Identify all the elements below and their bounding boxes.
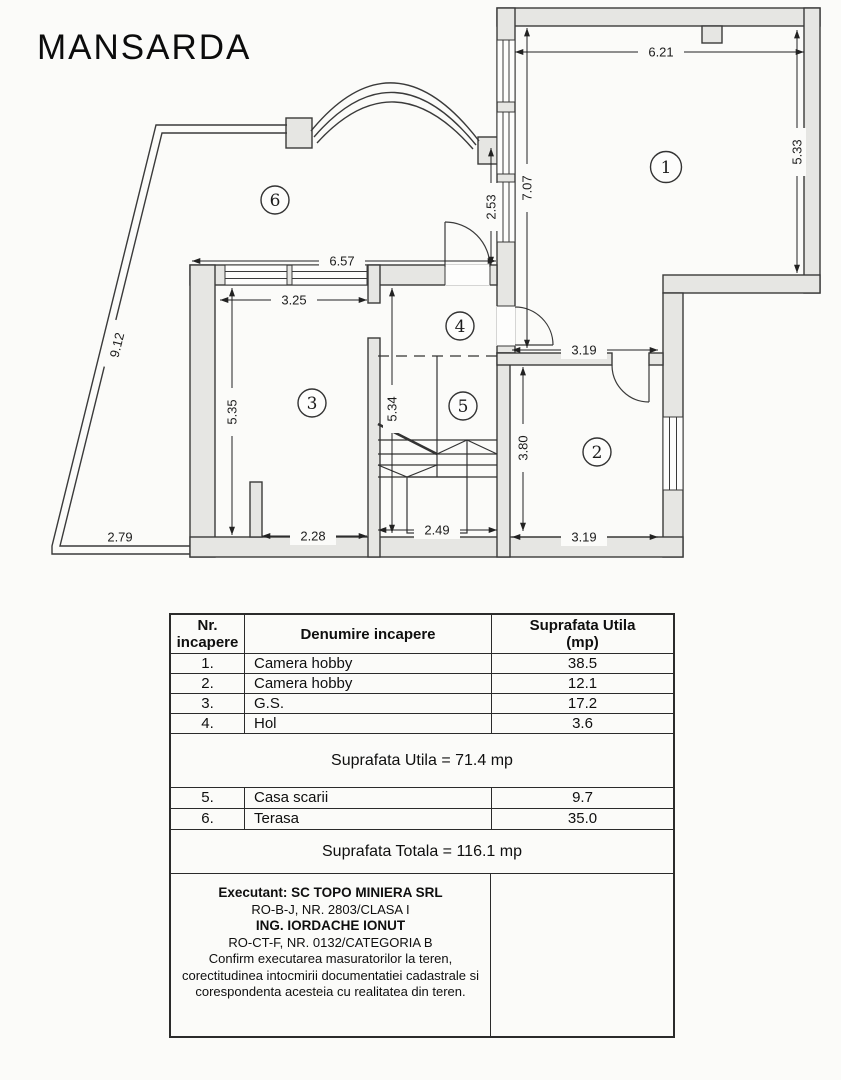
wall-arch-block-right	[478, 137, 497, 164]
room-numbers	[261, 152, 682, 467]
dimension-label: 2.79	[107, 529, 133, 545]
room-number-2	[583, 438, 611, 466]
stamp-area	[491, 874, 673, 1036]
dimension-label: 3.80	[515, 435, 531, 461]
wall-room2-top-right	[649, 353, 663, 365]
svg-text:2: 2	[591, 443, 603, 463]
table-row	[171, 713, 673, 733]
table-header-row	[171, 615, 673, 653]
cell-area: 38.5	[567, 655, 598, 672]
arch-outer	[311, 83, 479, 141]
room-number-3	[298, 389, 326, 417]
header-denumire: Denumire incapere	[245, 615, 492, 653]
svg-text:1: 1	[660, 158, 672, 178]
dimension-label: 7.07	[519, 175, 535, 201]
door-opening	[497, 306, 516, 346]
cell-nr: 5.	[171, 788, 245, 808]
wall-room1-right	[804, 8, 820, 293]
room-number-6	[261, 186, 289, 214]
cell-name: G.S.	[245, 694, 492, 713]
cell-area: 17.2	[567, 695, 598, 712]
dimension-label: 6.21	[648, 44, 674, 60]
executant-line1: Executant: SC TOPO MINIERA SRL	[218, 885, 443, 900]
executant-line2: RO-B-J, NR. 2803/CLASA I	[251, 901, 410, 917]
cell-name: Terasa	[245, 809, 492, 829]
doors	[445, 222, 649, 402]
room-number-4	[446, 312, 474, 340]
dimension-label: 2.53	[483, 194, 499, 220]
dimension-label: 5.35	[224, 399, 240, 425]
wall-bottom	[190, 537, 683, 557]
wall-arch-block-left	[286, 118, 312, 148]
executant-line3: ING. IORDACHE IONUT	[255, 918, 406, 933]
arch-middle	[314, 92, 476, 145]
wall-room2-left	[497, 353, 510, 557]
executant-cell	[171, 874, 491, 1036]
svg-text:4: 4	[454, 317, 466, 337]
table-row	[171, 787, 673, 808]
total-text: Suprafata Totala = 116.1 mp	[322, 842, 522, 860]
subtotal-row	[171, 733, 673, 787]
dimension-label: 2.28	[300, 528, 326, 544]
table-row	[171, 653, 673, 673]
cell-nr: 1.	[171, 654, 245, 673]
window	[663, 417, 683, 490]
dimension-label: 3.25	[281, 292, 307, 308]
svg-text:6: 6	[269, 191, 281, 211]
cell-nr: 3.	[171, 694, 245, 713]
table-row	[171, 673, 673, 693]
cell-name: Camera hobby	[245, 674, 492, 693]
door-opening	[445, 265, 490, 286]
cell-name: Casa scarii	[245, 788, 492, 808]
wall-room1-bottom	[663, 275, 820, 293]
wall-room3-stub	[250, 482, 262, 537]
plan-title: MANSARDA	[37, 28, 252, 67]
header-nr-incapere: Nr. incapere	[171, 615, 245, 653]
executant-line4: RO-CT-F, NR. 0132/CATEGORIA B	[228, 934, 433, 950]
table-row	[171, 693, 673, 713]
dimension-label: 3.19	[571, 529, 597, 545]
cell-area: 35.0	[567, 810, 598, 827]
dimension-label: 5.34	[384, 396, 400, 422]
cell-area: 12.1	[567, 675, 598, 692]
cell-nr: 2.	[171, 674, 245, 693]
window	[497, 112, 515, 174]
header-suprafata: Suprafata Utila (mp)	[529, 617, 636, 651]
door-arc	[612, 365, 649, 402]
wall-room1-top	[497, 8, 820, 26]
dimension-label: 3.19	[571, 342, 597, 358]
window	[497, 40, 515, 102]
door-arc	[515, 307, 553, 345]
svg-text:5: 5	[457, 397, 469, 417]
dimension-label: 6.57	[329, 253, 355, 269]
cell-nr: 6.	[171, 809, 245, 829]
room-number-1	[651, 152, 682, 183]
cell-name: Hol	[245, 714, 492, 733]
subtotal-text: Suprafata Utila = 71.4 mp	[331, 751, 513, 769]
wall-room3-stairs	[368, 338, 380, 557]
wall-hall-jamb	[368, 265, 380, 303]
terrace-walls	[52, 83, 479, 554]
cell-area: 3.6	[572, 715, 593, 732]
dimension-label: 9.12	[106, 330, 128, 360]
room-number-5	[449, 392, 477, 420]
cell-name: Camera hobby	[245, 654, 492, 673]
window	[225, 265, 287, 285]
svg-text:3: 3	[306, 394, 318, 414]
dimension-label: 2.49	[424, 522, 450, 538]
wall-notch	[702, 26, 722, 43]
staircase	[378, 356, 497, 533]
cell-area: 9.7	[572, 789, 593, 806]
cell-nr: 4.	[171, 714, 245, 733]
windows	[225, 40, 683, 490]
table-row	[171, 808, 673, 829]
areas-table	[169, 613, 675, 1038]
total-row	[171, 829, 673, 873]
executant-section	[171, 873, 673, 1036]
dimension-label: 5.33	[789, 139, 805, 165]
wall-building-west	[190, 265, 215, 557]
executant-confirmation: Confirm executarea masuratorilor la teren, corectitudinea intocmirii documentatiei cadastrale si corespondenta acesteia cu realitatea din teren.	[182, 951, 479, 999]
